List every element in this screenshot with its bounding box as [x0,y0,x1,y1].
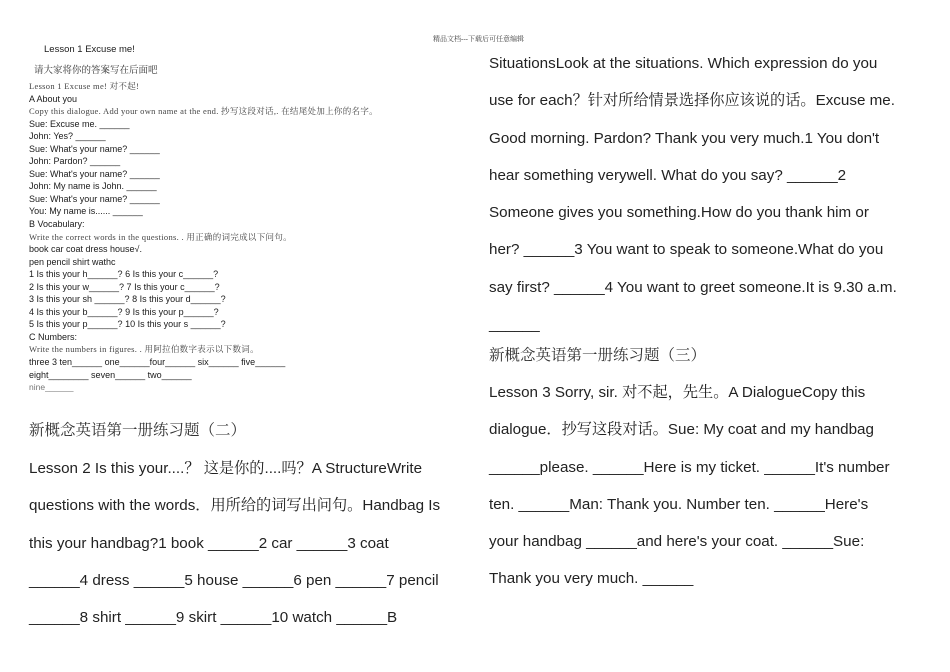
text-line: ______4 dress ______5 house ______6 pen ______7 pencil [29,571,439,589]
text-line: this your handbag?1 book ______2 car ______3 coat [29,534,389,552]
text-line: eight________ seven______ two______ [29,369,192,380]
text-line: use for each？针对所给情景选择你应该说的话。Excuse me. [489,92,895,110]
answer-instruction: 请大家将你的答案写在后面吧 [34,66,158,76]
text-line: dialogue．抄写这段对话。Sue: My coat and my handbag [489,421,874,439]
text-line: John: My name is John. ______ [29,181,157,192]
text-line: Someone gives you something.How do you thank him or [489,204,869,222]
text-line: You: My name is...... ______ [29,206,143,217]
lesson1-body [29,80,378,394]
text-line: ______8 shirt ______9 skirt ______10 watch ______B [29,609,398,627]
text-line: SituationsLook at the situations. Which expression do you [489,55,878,72]
text-line: 4 Is this your b______? 9 Is this your p______? [29,306,219,317]
text-line: Write the correct words in the questions. . 用正确的词完成以下问句。 [29,231,292,242]
page-header: 精品文档---下载后可任意编辑 [433,35,524,43]
text-line: C Numbers: [29,331,78,342]
text-line: questions with the words．用所给的词写出问句。Handbag Is [29,497,441,515]
text-line: Sue: What's your name? ______ [29,168,160,179]
text-line: your handbag ______and here's your coat. ______Sue: [489,533,865,551]
exercise-heading-2: 新概念英语第一册练习题（二） [29,422,247,439]
text-line: say first? ______4 You want to greet someone.It is 9.30 a.m. [489,278,897,296]
exercise-heading-3: 新概念英语第一册练习题（三） [489,347,707,364]
text-line: Good morning. Pardon? Thank you very much.1 You don't [489,129,880,147]
text-line: Sue: What's your name? ______ [29,193,160,204]
text-line: Lesson 3 Sorry, sir. 对不起，先生。A DialogueCopy this [489,384,866,401]
text-line: ten. ______Man: Thank you. Number ten. ______Here's [489,495,869,513]
text-line: Sue: What's your name? ______ [29,143,160,154]
text-line: pen pencil shirt wathc [29,256,116,267]
lesson3-body [489,374,890,598]
text-line: Sue: Excuse me. ______ [29,118,130,129]
text-line: Lesson 2 Is this your....？ 这是你的....吗？A StructureWrite [29,460,423,477]
text-line: A About you [29,93,78,104]
text-line: hear something verywell. What do you say? ______2 [489,166,847,184]
text-line: 2 Is this your w______? 7 Is this your c______? [29,281,220,292]
text-line: three 3 ten______ one______four______ six______ five______ [29,357,286,368]
text-line: 1 Is this your h______? 6 Is this your c______? [29,269,219,280]
text-line: ______please. ______Here is my ticket. ______It's number [489,458,890,476]
text-line: Copy this dialogue. Add your own name at the end. 抄写这段对话,. 在结尾处加上你的名字。 [29,106,378,117]
text-line: her? ______3 You want to speak to someone.What do you [489,241,884,259]
text-line: John: Yes? ______ [29,131,106,142]
text-line: ______ [489,316,540,334]
text-line: nine______ [29,382,74,393]
text-line: 3 Is this your sh ______? 8 Is this your d______? [29,294,226,305]
lesson1-title: Lesson 1 Excuse me! [44,44,135,55]
text-line: B Vocabulary: [29,219,85,230]
situations-body [489,45,897,343]
text-line: Write the numbers in figures. . 用阿拉伯数字表示以下数词。 [29,344,259,355]
text-line: book car coat dress house√. [29,244,143,255]
text-line: Thank you very much. ______ [489,570,694,588]
lesson2-body [29,450,440,636]
text-line: Lesson 1 Excuse me! 对不起! [29,81,140,91]
text-line: 5 Is this your p______? 10 Is this your s ______? [29,319,226,330]
text-line: John: Pardon? ______ [29,156,121,167]
